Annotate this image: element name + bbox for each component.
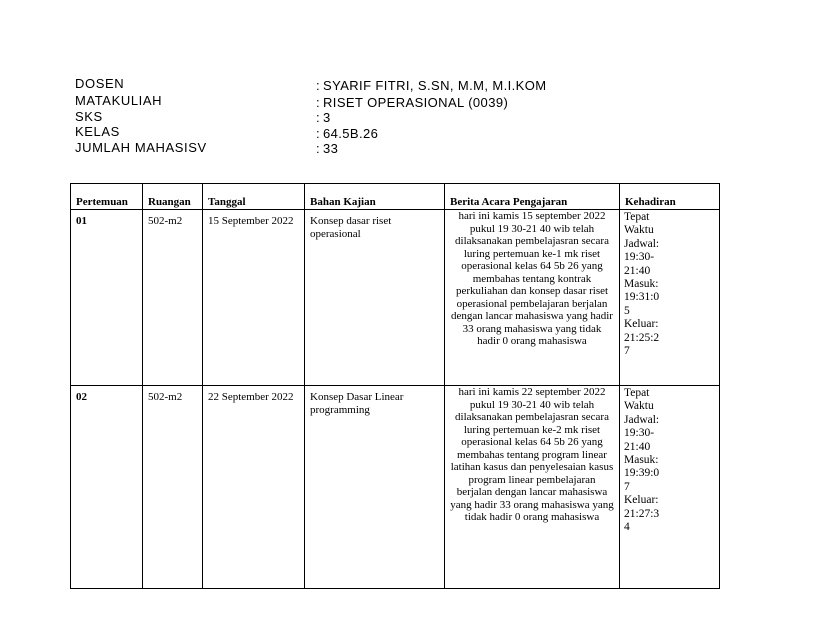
pertemuan-cell: 02 [71,386,143,589]
kehadiran-line: 4 [624,521,630,534]
kehadiran-line: Waktu [624,400,654,413]
kehadiran-line: 19:30- [624,427,655,440]
berita-acara-cell: hari ini kamis 22 september 2022 pukul 19 30-21 40 wib telah dilaksanakan pembelajasran secara luring pertemuan ke-2 mk riset operasional kelas 64 5b 26 yang membahas tentang program linear latihan kasus dan penyelesaian kasus program linear pembelajaran berjalan dengan lancar mahasiswa yang hadir 33 orang mahasiswa yang tidak hadir 0 orang mahasiswa [445,386,620,589]
table-row [71,210,720,386]
column-header-bahan-kajian: Bahan Kajian [305,184,445,210]
kehadiran-line: 7 [624,345,630,358]
kehadiran-line: 19:39:0 [624,467,660,480]
attendance-table [70,183,720,589]
kehadiran-line: Tepat [624,387,650,399]
ruangan-cell: 502-m2 [143,210,203,386]
table-row [71,386,720,589]
kehadiran-line: 21:40 [624,264,651,277]
colon: : [316,110,321,125]
berita-acara-cell: hari ini kamis 15 september 2022 pukul 19 30-21 40 wib telah dilaksanakan pembelajasran secara luring pertemuan ke-1 mk riset operasional kelas 64 5b 26 yang membahas tentang kontrak perkuliahan dan konsep dasar riset operasional pembelajaran berjalan dengan lancar mahasiswa yang hadir 33 orang mahasiswa yang tidak hadir 0 orang mahasiswa [445,210,620,386]
tanggal-cell: 15 September 2022 [203,210,305,386]
kehadiran-line: Tepat [624,211,650,223]
dosen-label: DOSEN [75,76,125,91]
ruangan-cell: 502-m2 [143,386,203,589]
colon: : [316,95,321,110]
bahan-kajian-cell: Konsep dasar riset operasional [305,210,445,386]
matakuliah-name: RISET OPERASIONAL (0039) [323,95,509,110]
column-header-tanggal: Tanggal [203,184,305,210]
column-header-berita-acara: Berita Acara Pengajaran [445,184,620,210]
column-header-pertemuan: Pertemuan [71,184,143,210]
column-header-kehadiran: Kehadiran [620,184,720,210]
colon: : [316,126,321,141]
kehadiran-line: 19:31:0 [624,291,660,304]
kehadiran-line: 21:27:3 [624,507,660,520]
table-header-row [71,184,720,210]
kehadiran-line: 21:25:2 [624,331,660,344]
kehadiran-line: Masuk: [624,278,659,291]
kelas-code: 64.5B.26 [323,126,379,141]
matakuliah-label: MATAKULIAH [75,93,163,108]
kehadiran-line: 7 [624,480,630,493]
kehadiran-line: Jadwal: [624,413,660,426]
kehadiran-line: Keluar: [624,494,659,507]
jumlah-mahasiswa-count: 33 [323,141,339,156]
colon: : [316,141,321,156]
kehadiran-line: 19:30- [624,251,655,264]
dosen-name: SYARIF FITRI, S.SN, M.M, M.I.KOM [323,78,547,93]
jumlah-mahasiswa-value [316,141,338,157]
kelas-value [316,126,378,142]
jumlah-mahasiswa-label: JUMLAH MAHASISV [75,140,207,155]
sks-value [316,110,331,126]
colon: : [316,78,321,93]
kehadiran-line: 21:40 [624,440,651,453]
bahan-kajian-cell: Konsep Dasar Linear programming [305,386,445,589]
kehadiran-cell [620,386,720,589]
matakuliah-value [316,95,508,111]
kehadiran-cell [620,210,720,386]
kehadiran-line: 5 [624,304,630,317]
kehadiran-line: Keluar: [624,318,659,331]
tanggal-cell: 22 September 2022 [203,386,305,589]
sks-label: SKS [75,109,103,124]
kehadiran-line: Waktu [624,224,654,237]
kehadiran-line: Masuk: [624,454,659,467]
pertemuan-cell: 01 [71,210,143,386]
sks-number: 3 [323,110,331,125]
kehadiran-line: Jadwal: [624,237,660,250]
column-header-ruangan: Ruangan [143,184,203,210]
kelas-label: KELAS [75,124,120,139]
dosen-value [316,78,546,94]
